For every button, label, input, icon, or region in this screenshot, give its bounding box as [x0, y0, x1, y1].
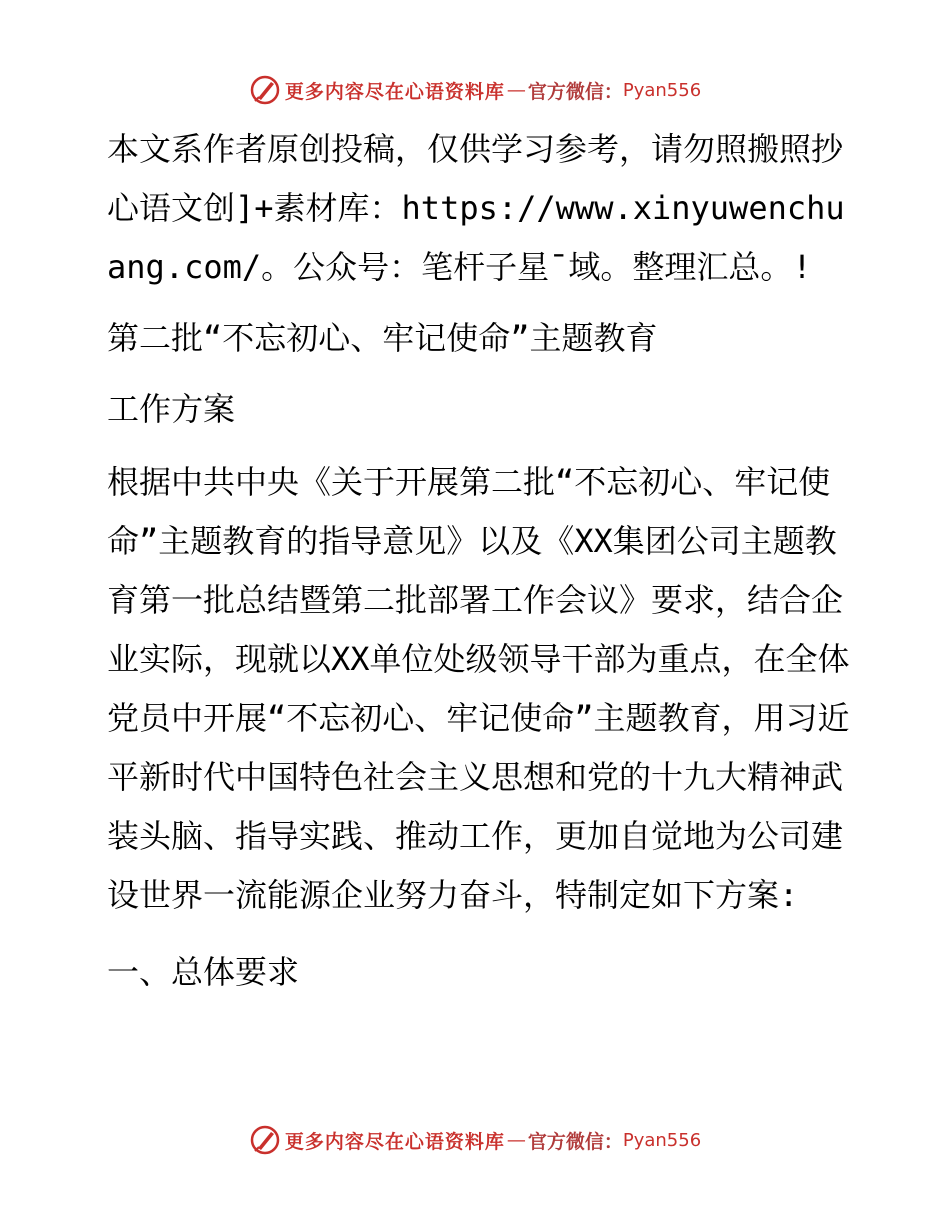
banner-main-text: 更多内容尽在心语资料库: [284, 80, 505, 103]
intro-paragraph: 本文系作者原创投稿，仅供学习参考，请勿照搬照抄心语文创]+素材库：https://www.xinyuwenchuang.com/。公众号：笔杆子星¯域。整理汇总。!: [107, 130, 845, 286]
section-heading: 一、总体要求: [107, 953, 300, 991]
banner-wechat-id: Pyan556: [622, 79, 702, 101]
quill-pen-logo-icon: [249, 74, 281, 106]
banner-wechat-id: Pyan556: [622, 1129, 702, 1151]
banner-dash: —: [506, 1129, 526, 1151]
footer-watermark-banner: [0, 1120, 950, 1160]
quill-pen-logo-icon: [249, 1124, 281, 1156]
header-watermark-banner: [0, 70, 950, 110]
banner-main-text: 更多内容尽在心语资料库: [284, 1130, 505, 1153]
body-paragraph: 根据中共中央《关于开展第二批“不忘初心、牢记使命”主题教育的指导意见》以及《XX集团公司主题教育第一批总结暨第二批部署工作会议》要求，结合企业实际，现就以XX单位处级领导干部为重点，在全体党员中开展“不忘初心、牢记使命”主题教育，用习近平新时代中国特色社会主义思想和党的十九大精神武装头脑、指导实践、推动工作，更加自觉地为公司建设世界一流能源企业努力奋斗，特制定如下方案:: [107, 463, 850, 914]
document-body: [97, 120, 857, 1002]
banner-wechat-label: 官方微信：: [527, 80, 623, 103]
document-title-line-1: 第二批“不忘初心、牢记使命”主题教育: [107, 319, 658, 357]
document-title-line-2: 工作方案: [107, 390, 236, 428]
banner-wechat-label: 官方微信：: [527, 1130, 623, 1153]
banner-dash: —: [506, 79, 526, 101]
